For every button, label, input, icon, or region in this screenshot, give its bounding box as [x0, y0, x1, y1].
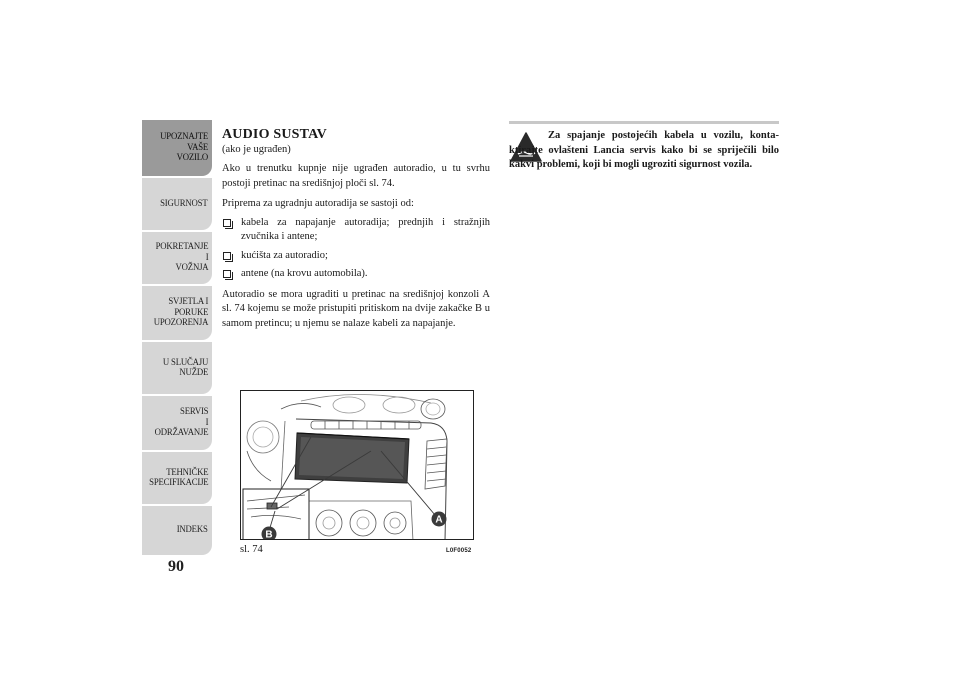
prep-list — [222, 216, 490, 282]
warning-rule — [509, 121, 779, 124]
tab-label: UPOZNAJTE VAŠE VOZILO — [160, 132, 208, 164]
tab-label: SIGURNOST — [160, 198, 208, 209]
list-item — [222, 267, 490, 282]
tab-pokretanje-i-voznja[interactable] — [142, 232, 212, 284]
checkbox-bullet-icon — [223, 252, 231, 260]
tab-label: POKRETANJE I VOŽNJA — [155, 242, 208, 274]
figure-caption: sl. 74 — [240, 544, 263, 555]
dashboard-illustration — [241, 391, 474, 540]
checkbox-bullet-icon — [223, 270, 231, 278]
figure-code: L0F0052 — [446, 548, 472, 554]
tab-label: INDEKS — [177, 525, 208, 536]
prep-heading: Priprema za ugradnju autoradija se sastoji od: — [222, 198, 414, 209]
figure-dashboard-radio-compartment — [240, 390, 474, 540]
tab-label: SERVIS I ODRŽAVANJE — [154, 407, 208, 439]
main-text-column — [222, 127, 490, 331]
list-item-text: kabela za napajanje autoradija; prednjih i stražnjih zvučnika i antene; — [241, 216, 490, 242]
label-a-text: A — [435, 514, 443, 526]
checkbox-bullet-icon — [223, 219, 231, 227]
tab-indeks[interactable] — [142, 506, 212, 555]
callout-label-a — [432, 512, 447, 527]
list-item — [222, 249, 490, 264]
list-item-text: antene (na krovu automobila). — [241, 268, 368, 279]
section-title: AUDIO SUSTAV — [222, 127, 327, 142]
closing-paragraph: Autoradio se mora ugraditi u pretinac na središnjoj konzoli A sl. 74 kojemu se može pristupiti pritiskom na dvije zakačke B u samom pretincu; u njemu se nalaze kabeli za napajanje. — [222, 288, 490, 329]
tab-tehnicke-specifikacije[interactable] — [142, 452, 212, 504]
tab-sigurnost[interactable] — [142, 178, 212, 230]
warning-text-block — [509, 129, 779, 173]
warning-text: Za spajanje postojećih kabela u vozilu, kontaktirajte ovlašteni Lancia servis kako bi se spriječili bilo kakvi problemi, koji bi mogli ugroziti sigurnost vozila. — [509, 130, 779, 171]
tab-label: TEHNIČKE SPECIFIKACIJE — [148, 467, 208, 488]
chapter-tab-column — [142, 120, 212, 555]
list-item — [222, 216, 490, 245]
section-subtitle: (ako je ugrađen) — [222, 144, 291, 155]
page-number: 90 — [168, 558, 184, 575]
tab-servis-i-odrzavanje[interactable] — [142, 396, 212, 450]
tab-upoznajte-vase-vozilo[interactable] — [142, 120, 212, 176]
tab-label: U SLUČAJU NUŽDE — [162, 357, 208, 378]
label-b-text: B — [265, 529, 273, 540]
tab-label: SVJETLA I PORUKE UPOZORENJA — [153, 297, 208, 329]
list-item-text: kućišta za autoradio; — [241, 249, 328, 261]
intro-paragraph: Ako u trenutku kupnje nije ugrađen autoradio, u tu svrhu postoji pretinac na središnjoj ploči sl. 74. — [222, 163, 490, 189]
tab-svjetla-i-poruke-upozorenja[interactable] — [142, 286, 212, 340]
tab-u-slucaju-nuzde[interactable] — [142, 342, 212, 394]
